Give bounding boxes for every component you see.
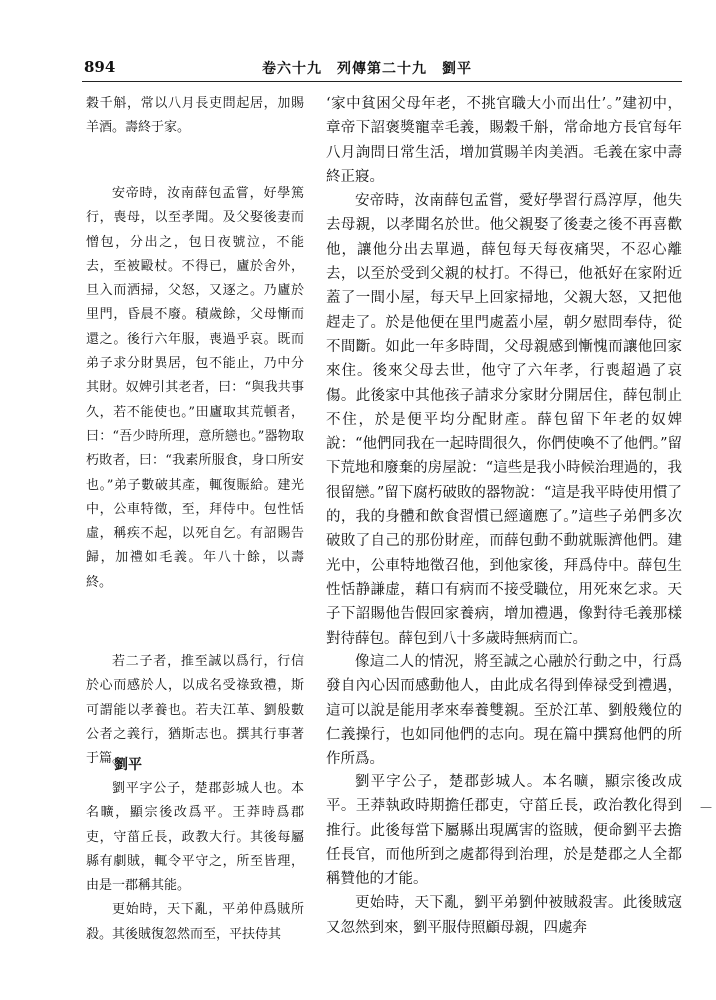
header-rule [82,81,682,82]
section-title: 劉平 [114,757,142,773]
running-header: 卷六十九 列傳第二十九 劉平 [262,61,472,77]
classical-paragraph: 更始時，天下亂，平弟仲爲賊所殺。其後賊復忽然而至，平扶侍其 [86,902,304,942]
translation-paragraph: 劉平字公子，楚郡彭城人。本名曠，顯宗後改成平。王莽執政時期擔任郡吏，守菑丘長，政治教化得到推行。此後每當下屬縣出現厲害的盜賊，便命劉平去擔任長官，而他所到之處都得到治理，於是楚郡之人全都稱贊他的才能。 [326,774,682,888]
classical-paragraph: 若二子者，推至誠以爲行，行信於心而感於人，以成名受祿致禮，斯可謂能以孝養也。若夫江革、劉般數公者之義行，猶斯志也。撰其行事著于篇。 [86,654,304,767]
classical-paragraph: 安帝時，汝南薛包孟嘗，好學篤行，喪母，以至孝聞。及父娶後妻而憎包，分出之，包日夜號泣，不能去，至被毆杖。不得已，廬於舍外，旦入而洒掃，父怒，又逐之。乃廬於里門，昏晨不廢。積歲餘，父母慚而還之。後行六年服，喪過乎哀。既而弟子求分財異居，包不能止，乃中分其財。奴婢引其老者，曰：“與我共事久，若不能使也。”田廬取其荒頓者，曰：“吾少時所理，意所戀也。”器物取朽敗者，曰：“我素所服食，身口所安也。”弟子數破其產，輒復賑給。建光中，公車特徵，至，拜侍中。包性恬虛，稱疾不起，以死自乞。有詔賜告歸，加禮如毛義。年八十餘，以壽終。 [86,186,304,590]
translation-paragraph: 安帝時，汝南薛包孟嘗，愛好學習行爲淳厚，他失去母親，以孝聞名於世。他父親娶了後妻之後不再喜歡他，讓他分出去單過，薛包每天每夜痛哭，不忍心離去，以至於受到父親的杖打。不得已，他祇好在家附近蓋了一間小屋，每天早上回家掃地，父親大怒，又把他趕走了。於是他便在里門處蓋小屋，朝夕慰問奉侍，從不間斷。如此一年多時間，父母親感到慚愧而讓他回家來住。後來父母去世，他守了六年孝，行喪超過了哀傷。此後家中其他孩子請求分家財分開居住，薛包制止不住，於是便平均分配財產。薛包留下年老的奴婢說：“他們同我在一起時間很久，你們使喚不了他們。”留下荒地和廢棄的房屋說：“這些是我小時候治理過的，我很留戀。”留下腐朽破敗的器物說：“這是我平時使用慣了的，我的身體和飲食習慣已經適應了。”這些子弟們多次破敗了自己的那份財産，而薛包動不動就賑濟他們。建光中，公車特地徵召他，到他家後，拜爲侍中。薛包生性恬静謙虚，藉口有病而不接受職位，用死來乞求。天子下詔賜他告假回家養病，增加禮遇，像對待毛義那樣對待薛包。薛包到八十多歲時無病而亡。 [326,193,682,647]
classical-text-column [86,182,304,595]
classical-text-column [86,92,304,141]
classical-paragraph: 劉平字公子，楚郡彭城人也。本名曠，顯宗後改爲平。王莽時爲郡吏，守菑丘長，政教大行。其後每屬縣有劇賊，輒令平守之，所至皆理，由是一郡稱其能。 [86,781,304,894]
translation-paragraph: 更始時，天下亂，劉平弟劉仲被賊殺害。此後賊寇又忽然到來，劉平服侍照顧母親，四處奔 [326,895,682,936]
classical-paragraph: 穀千斛，常以八月長吏問起居，加賜羊酒。壽終于家。 [86,96,304,136]
translation-text-column [326,92,682,651]
translation-paragraph: 像這二人的情況，將至誠之心融於行動之中，行爲發自內心因而感動他人，由此成名得到俸禄受到禮遇，這可以說是能用孝來奉養雙親。至於江革、劉般幾位的仁義操行，也如同他們的志向。現在篇中撰寫他們的所作所爲。 [326,654,682,768]
translation-text-column [326,770,682,940]
margin-mark: — [700,800,712,814]
classical-text-column [86,753,304,947]
page-number: 894 [84,58,116,76]
translation-paragraph: ‘家中貧困父母年老，不挑官職大小而出仕’。”建初中，章帝下詔褒獎寵幸毛義，賜穀千斛，常命地方長官每年八月詢問日常生活，增加賞賜羊肉美酒。毛義在家中壽終正寢。 [326,96,682,185]
translation-text-column [326,650,682,771]
